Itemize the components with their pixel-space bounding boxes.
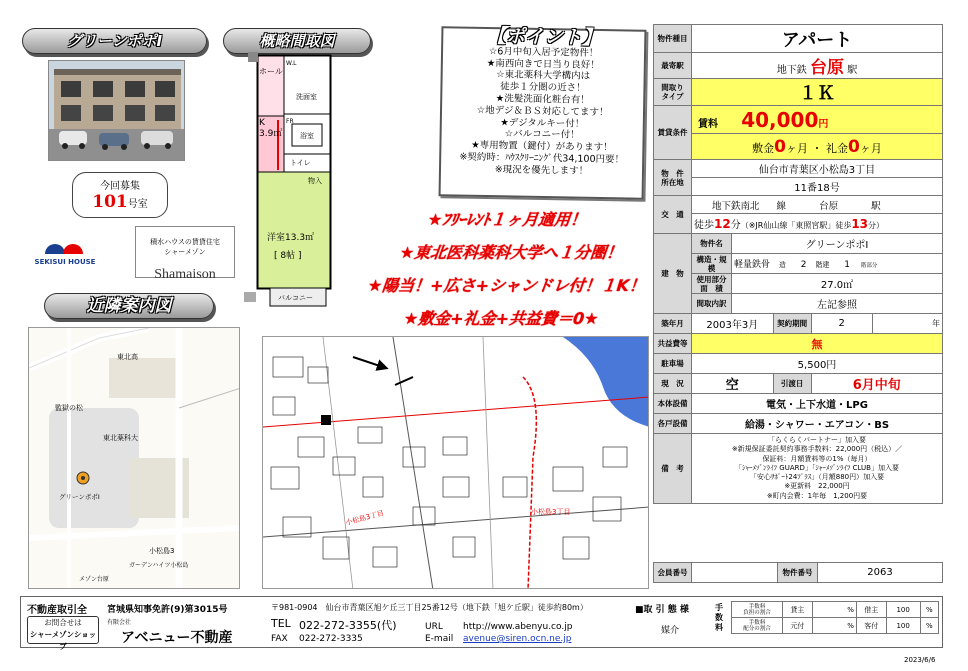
fee-cell: 手数料 負担の割合 [732,602,783,618]
note-line: 「らくらくパートナー」加入要 [768,436,866,445]
building-name-label: 物件名 [692,234,732,254]
note-line: ※新規保証委託契約事務手数料：22,000円（税込）／ [731,445,903,454]
nearest-label: 間取内訳 [692,294,732,314]
status-label: 現 況 [654,374,692,394]
station-name: 台原 [810,58,844,78]
map-label: ガーデンハイツ小松島 [129,562,189,569]
common-fee: 無 [692,334,943,354]
email-link[interactable]: avenue@siren.ocn.ne.jp [463,634,572,644]
separator-dot: ・ [811,141,823,155]
point-item: ☆バルコニー付！ [504,128,580,142]
transport-line-suffix: 線 [776,200,787,212]
rent-unit: 円 [818,118,829,130]
status-value: 空 [692,374,774,394]
deal-label: ■取 引 態 様 [635,605,689,615]
rent-cell [692,106,943,134]
detail-map [262,336,649,589]
deposit-value: 0 [774,136,786,157]
wl-label: W.L [286,60,297,67]
point-item: ☆6月中旬入居予定物件！ [488,45,599,59]
alt-walk-unit: 分） [868,221,885,230]
point-item: ★洗髪洗面化粧台有！ [495,93,590,106]
note-line: 「安心ｻﾎﾟｰﾄ24ﾌﾟﾗｽ」（月額880円）加入要 [749,473,885,482]
utilities-label: 本体設備 [654,394,692,414]
shamaison-caption: 積水ハウスの賃貸住宅 シャーメゾン [150,238,220,256]
station-label: 最寄駅 [654,53,692,79]
hall-label: ホール [259,67,283,76]
closet-label: 物入 [308,177,322,185]
propno-label: 物件番号 [778,563,818,583]
walk-minutes: 12 [714,217,731,231]
structure-value: 軽量鉄骨 [734,260,771,270]
type-label: 物件種目 [654,25,692,53]
shamaison-wordmark: Shamaison [154,267,216,282]
company-prefix: 有限会社 [107,619,132,626]
transport-label: 交 通 [654,196,692,234]
propno-value: 2063 [818,563,943,583]
point-item: ☆東北薬科大学構内は [496,69,591,83]
tatami-label: [ 8帖 ] [274,251,302,261]
point-item: ※契約時：ﾊｳｽｸﾘｰﾆﾝｸﾞ代34,100円要！ [459,151,625,166]
transport-line-name: 地下鉄南北 [712,200,760,212]
map-label: 監獄の松 [55,404,83,412]
station-line: 地下鉄 [776,65,807,76]
building-label: 建 物 [654,234,692,314]
address-label: 物 件 所在地 [654,160,692,196]
map-label: 東北薬科大 [103,434,138,442]
fee-cell: 借主 [856,602,886,618]
key-money-value: 0 [848,136,860,157]
utilities-value: 電気・上下水道・LPG [692,394,943,414]
detail-map-label: 小松島3丁目 [531,508,571,516]
contract-value: 2 [811,314,872,334]
floorplan-banner: 概略間取図 [223,28,371,54]
bath-label: 浴室 [300,132,314,140]
area-value: 27.0㎡ [732,274,943,294]
fee-cell: % [812,602,856,618]
layout-type: １Ｋ [692,79,943,106]
sekisui-text: SEKISUI HOUSE [34,258,96,266]
walk-unit: 分 [730,220,741,231]
floors-label: 階建 [815,261,830,269]
shamaison-logo [135,226,235,282]
tel-label: TEL [271,617,291,630]
nearest-value: 左記参照 [732,294,943,314]
points-title: 【ポイント】 [486,25,602,50]
common-label: 共益費等 [654,334,692,354]
floors-value: 2 [800,260,807,270]
note-line: 保証料：月額賃料等の1%（毎月） [762,454,872,463]
inquiry-box [27,616,99,651]
neighborhood-banner: 近隣案内図 [44,293,214,319]
fee-cell: 手数料 配分の割合 [732,618,783,634]
member-value [692,563,778,583]
move-label: 引渡日 [773,374,811,394]
parking-label: 駐車場 [654,354,692,374]
fee-cell: 客付 [856,618,886,634]
equipment-value: 給湯・シャワー・エアコン・BS [692,414,943,434]
map-label: 小松島3 [149,547,175,555]
transport-line [692,196,943,214]
equipment-label: 各戸設備 [654,414,692,434]
promo-sunny: ★陽当！+広さ+シャンドレ付！１K！ [366,276,647,295]
rent-value: 40,000 [741,107,819,132]
deposit-text: 敷金 [752,141,775,155]
fax-value: 022-272-3335 [299,634,363,644]
map-label: グリーンポポⅠ [59,493,100,501]
sekisui-logo [26,232,104,278]
deposit-cell [692,134,943,160]
kitchen-label: K 3.9㎡ [259,118,283,139]
fee-cell: 貸主 [783,602,813,618]
address-line1: 仙台市青葉区小松島3丁目 [692,160,943,178]
neighborhood-map [28,327,240,589]
point-item: ☆地デジ＆ＢＳ対応してます！ [476,104,609,118]
point-item: ※現況を優先します！ [494,163,589,177]
rent-caption: 賃料 [698,118,718,130]
point-item: 徒歩１分圏の近さ！ [500,81,586,94]
building-photo [48,60,185,161]
vacancy-box [72,172,168,218]
move-value: 6月中旬 [811,374,942,394]
built-label: 築年月 [654,314,692,334]
notes-label: 備 考 [654,434,692,504]
company-name: アベニュー不動産 [121,630,233,646]
room-suffix: 号室 [127,199,148,210]
fr-label: FR [286,118,294,125]
contract-label: 契約期間 [773,314,811,334]
notes-cell [692,434,943,504]
structure-cell [732,254,943,274]
fee-table [731,601,939,634]
layout-label: 間取り タイプ [654,79,692,106]
property-type: アパート [692,25,943,53]
main-room-label: 洋室13.3㎡ [267,233,315,243]
address: 〒981-0904 仙台市青葉区旭ケ丘三丁目25番12号（地下鉄「旭ケ丘駅」徒歩約80m） [271,603,588,612]
inquiry-text: お問合せは [44,618,82,627]
fax-label: FAX [271,634,288,644]
dealer-label: 不動産取引全 [27,605,87,616]
fee-cell: % [920,618,938,634]
built-value: 2003年3月 [692,314,774,334]
points-box [439,26,647,200]
point-item: ★専用物置（鍵付）があります！ [471,139,613,154]
fee-cell: 元付 [783,618,813,634]
transport-station-suffix: 駅 [871,200,881,212]
structure-suffix: 造 [778,261,786,269]
promo-university: ★東北医科薬科大学へ１分圏！ [398,243,624,262]
promo-free-rent: ★ﾌﾘｰﾚﾝﾄ１ヶ月適用！ [426,210,588,229]
map-label: 東北高 [117,353,138,361]
walk-line [692,214,943,234]
walk-text: 徒歩 [694,220,714,231]
fee-label: 手数料 [715,603,723,632]
point-item: ★南西向きで日当り良好！ [486,57,600,71]
transport-station: 台原 [819,200,839,212]
balcony-label: バルコニー [278,294,313,302]
alt-route: （※JR仙山線「東照宮駅」徒歩 [740,221,852,230]
tel-value: 022-272-3355(代) [299,619,397,632]
email-label: E-mail [425,634,454,644]
months-text: ヶ月 [859,141,882,155]
note-line: 「ｼｬｰﾒｿﾞﾝﾗｲﾌ GUARD」「ｼｬｰﾒｿﾞﾝﾗｲﾌ CLUB」加入要 [735,463,899,472]
vacancy-label: 今回募集 [100,181,140,192]
property-name-banner: グリーンポポⅠ [22,28,207,54]
print-date: 2023/6/6 [904,656,936,664]
sekisui-mark-icon [43,232,87,254]
member-label: 会員番号 [654,563,692,583]
note-line: ※町内会費：1年毎 1,200円要 [766,491,868,500]
area-label: 使用部分 面 積 [692,274,732,294]
address-line2: 11番18号 [692,178,943,196]
station-cell [692,53,943,79]
contract-unit: 年 [872,314,942,334]
deal-value: 媒介 [661,626,680,636]
fee-cell: 100 [886,602,920,618]
map-label: メゾン台原 [79,576,109,583]
footer [20,596,943,651]
member-table [653,562,943,583]
toilet-label: トイレ [290,159,311,167]
fee-cell: 100 [886,618,920,634]
months-text: ヶ月 [786,141,808,155]
url-label: URL [425,622,443,632]
detail-map-label: 小松島3丁目 [344,509,385,527]
property-info-table [653,24,943,504]
promo-zero-cost: ★敷金+礼金+共益費＝0★ [402,309,600,328]
building-name: グリーンポポⅠ [732,234,943,254]
floor-value: 1 [844,260,850,270]
parking-fee: 5,500円 [692,354,943,374]
structure-label: 構造・規模 [692,254,732,274]
point-item: ★デジタルキー付！ [500,116,585,130]
fee-cell: % [920,602,938,618]
key-money-text: 礼金 [826,141,848,155]
fee-cell: % [812,618,856,634]
note-line: ※更新料 22,000円 [784,482,850,491]
inquiry-shop: シャーメゾンショップ [29,630,97,651]
alt-walk-minutes: 13 [851,217,869,231]
license-number: 宮城県知事免許(9)第3015号 [107,605,228,615]
station-suffix: 駅 [847,65,858,76]
room-number: 101 [92,192,128,212]
floor-suffix: 階部分 [860,263,878,269]
rent-label: 賃貸条件 [654,106,692,160]
washroom-label: 洗面室 [296,93,317,101]
url-link[interactable]: http://www.abenyu.co.jp [463,622,573,632]
floorplan-diagram [244,52,332,330]
